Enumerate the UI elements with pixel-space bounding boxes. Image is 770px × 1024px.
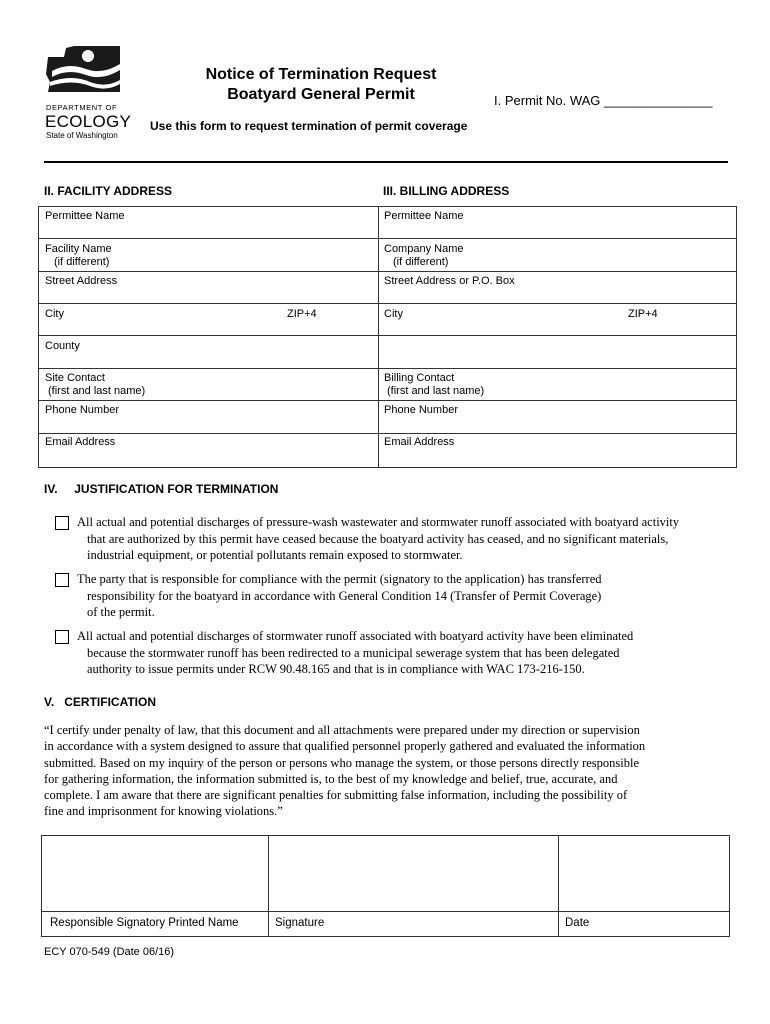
form-title: Notice of Termination Request xyxy=(205,66,437,83)
site-contact-note: (first and last name) xyxy=(48,385,146,397)
address-table-divider xyxy=(378,207,379,467)
logo-ecology-text: ECOLOGY xyxy=(45,112,132,131)
justification-option-3 xyxy=(77,628,633,678)
justification-option-1 xyxy=(77,514,679,564)
form-instruction: Use this form to request termination of permit coverage xyxy=(150,119,468,133)
justification-checkbox-2[interactable] xyxy=(55,573,69,587)
printed-name-label: Responsible Signatory Printed Name xyxy=(50,917,239,929)
certification-line: in accordance with a system designed to assure that qualified personnel properly gathered and evaluated the information xyxy=(44,739,646,754)
billing-contact-note: (first and last name) xyxy=(387,385,485,397)
address-table xyxy=(38,206,737,468)
justification-option-3-line: authority to issue permits under RCW 90.48.165 and that is in compliance with WAC 173-216-150. xyxy=(87,662,585,676)
certification-line: complete. I am aware that there are significant penalties for submitting false information, including the possibility of xyxy=(44,788,628,803)
certification-line: fine and imprisonment for knowing violations.” xyxy=(44,804,283,819)
justification-option-2-line: The party that is responsible for compliance with the permit (signatory to the application) has transferred xyxy=(77,572,602,586)
logo-state-text: State of Washington xyxy=(46,131,118,140)
signature-label: Signature xyxy=(275,917,325,929)
header-divider xyxy=(44,161,728,163)
certification-line: “I certify under penalty of law, that this document and all attachments were prepared under my direction or supervision xyxy=(44,723,640,737)
certification-line: for gathering information, the information submitted is, to the best of my knowledge and belief, true, accurate, and xyxy=(44,771,618,786)
justification-option-2 xyxy=(77,571,602,621)
form-subtitle-permit: Boatyard General Permit xyxy=(227,86,415,103)
site-contact-field[interactable]: Site Contact xyxy=(45,372,105,384)
row-divider xyxy=(39,238,736,239)
justification-heading: IV. JUSTIFICATION FOR TERMINATION xyxy=(44,482,279,496)
row-divider xyxy=(39,335,736,336)
date-label: Date xyxy=(565,917,590,929)
signature-row-divider xyxy=(42,911,729,912)
certification-heading: V. CERTIFICATION xyxy=(44,695,157,709)
justification-option-3-line: All actual and potential discharges of stormwater runoff associated with boatyard activity have been eliminated xyxy=(77,629,634,643)
billing-city-field[interactable]: City xyxy=(384,308,403,320)
logo-dept-text: DEPARTMENT OF xyxy=(46,103,118,112)
facility-street-field[interactable]: Street Address xyxy=(45,275,118,287)
date-field[interactable] xyxy=(559,836,729,911)
billing-street-field[interactable]: Street Address or P.O. Box xyxy=(384,275,515,287)
facility-county-field[interactable]: County xyxy=(45,340,80,352)
justification-checkbox-1[interactable] xyxy=(55,516,69,530)
facility-permittee-name-field[interactable]: Permittee Name xyxy=(45,210,125,222)
justification-option-1-line: that are authorized by this permit have ceased because the boatyard activity has ceased, and no significant materials, xyxy=(87,531,669,546)
certification-statement xyxy=(44,722,734,820)
billing-address-heading: III. BILLING ADDRESS xyxy=(383,184,510,198)
certification-line: submitted. Based on my inquiry of the person or persons who manage the system, or those persons directly responsible xyxy=(44,755,640,770)
row-divider xyxy=(39,271,736,272)
facility-phone-field[interactable]: Phone Number xyxy=(45,404,119,416)
facility-address-heading: II. FACILITY ADDRESS xyxy=(44,184,173,198)
facility-name-field[interactable]: Facility Name xyxy=(45,243,112,255)
row-divider xyxy=(39,303,736,304)
printed-name-field[interactable] xyxy=(42,836,268,911)
company-name-note: (if different) xyxy=(393,256,449,268)
row-divider xyxy=(39,400,736,401)
signature-field[interactable] xyxy=(269,836,558,911)
justification-option-3-line: because the stormwater runoff has been redirected to a municipal sewerage system that has been delegated xyxy=(87,645,620,660)
justification-option-1-line: industrial equipment, or potential pollutants remain exposed to stormwater. xyxy=(87,548,463,562)
row-divider xyxy=(39,368,736,369)
justification-option-2-line: of the permit. xyxy=(87,605,155,619)
form-number-footer: ECY 070-549 (Date 06/16) xyxy=(44,946,175,958)
billing-zip-field[interactable]: ZIP+4 xyxy=(628,308,658,320)
facility-zip-field[interactable]: ZIP+4 xyxy=(287,308,317,320)
facility-email-field[interactable]: Email Address xyxy=(45,436,116,448)
row-divider xyxy=(39,433,736,434)
justification-checkbox-3[interactable] xyxy=(55,630,69,644)
facility-name-note: (if different) xyxy=(54,256,110,268)
permit-number-field[interactable]: I. Permit No. WAG _______________ xyxy=(494,93,713,108)
facility-city-field[interactable]: City xyxy=(45,308,64,320)
billing-contact-field[interactable]: Billing Contact xyxy=(384,372,455,384)
justification-option-1-line: All actual and potential discharges of pressure-wash wastewater and stormwater runoff associated with boatyard activity xyxy=(77,515,680,529)
billing-permittee-name-field[interactable]: Permittee Name xyxy=(384,210,464,222)
billing-email-field[interactable]: Email Address xyxy=(384,436,455,448)
signature-table xyxy=(41,835,730,937)
company-name-field[interactable]: Company Name xyxy=(384,243,464,255)
billing-phone-field[interactable]: Phone Number xyxy=(384,404,458,416)
justification-option-2-line: responsibility for the boatyard in accordance with General Condition 14 (Transfer of Permit Coverage) xyxy=(87,588,602,603)
